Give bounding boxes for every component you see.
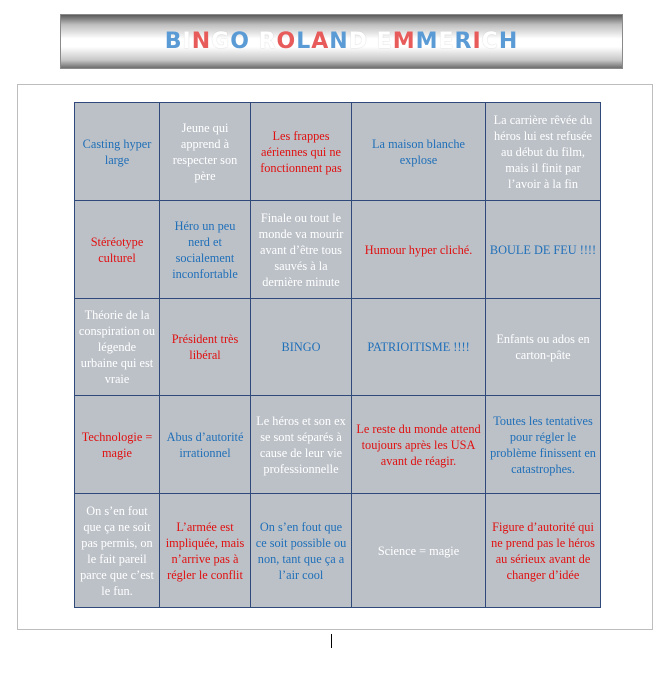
- grid-row: [75, 103, 601, 201]
- bingo-grid: [74, 102, 601, 608]
- bingo-cell: Figure d’autorité qui ne prend pas le héros au sérieux avant de changer d’idée: [486, 494, 601, 608]
- bingo-cell: Finale ou tout le monde va mourir avant d’être tous sauvés à la dernière minute: [251, 201, 352, 299]
- bingo-cell: L’armée est impliquée, mais n’arrive pas à régler le conflit: [160, 494, 251, 608]
- bingo-cell: La maison blanche explose: [352, 103, 486, 201]
- bingo-cell: PATRIOITISME !!!!: [352, 299, 486, 396]
- grid-row: [75, 299, 601, 396]
- bingo-cell: On s’en fout que ça ne soit pas permis, on le fait pareil parce que c’est le fun.: [75, 494, 160, 608]
- bingo-title: BINGO ROLAND EMMERICH: [164, 29, 519, 54]
- bingo-cell: Abus d’autorité irrationnel: [160, 396, 251, 494]
- bingo-cell: Les frappes aériennes qui ne fonctionnent pas: [251, 103, 352, 201]
- bingo-cell: Humour hyper cliché.: [352, 201, 486, 299]
- bingo-cell: BOULE DE FEU !!!!: [486, 201, 601, 299]
- bingo-cell: Théorie de la conspiration ou légende urbaine qui est vraie: [75, 299, 160, 396]
- bingo-cell: Président très libéral: [160, 299, 251, 396]
- bingo-cell: Toutes les tentatives pour régler le problème finissent en catastrophes.: [486, 396, 601, 494]
- bingo-cell: Le reste du monde attend toujours après les USA avant de réagir.: [352, 396, 486, 494]
- bingo-cell: On s’en fout que ce soit possible ou non, tant que ça a l’air cool: [251, 494, 352, 608]
- grid-row: [75, 396, 601, 494]
- title-banner: [60, 14, 623, 69]
- grid-row: [75, 201, 601, 299]
- bingo-cell: Science = magie: [352, 494, 486, 608]
- bingo-cell: Le héros et son ex se sont séparés à cause de leur vie professionnelle: [251, 396, 352, 494]
- bingo-cell: Jeune qui apprend à respecter son père: [160, 103, 251, 201]
- grid-row: [75, 494, 601, 608]
- bingo-cell: Technologie = magie: [75, 396, 160, 494]
- bingo-cell: La carrière rêvée du héros lui est refusée au début du film, mais il finit par l’avoir à la fin: [486, 103, 601, 201]
- bingo-cell: Casting hyper large: [75, 103, 160, 201]
- bingo-cell: Enfants ou ados en carton-pâte: [486, 299, 601, 396]
- bingo-cell: BINGO: [251, 299, 352, 396]
- bingo-cell: Héro un peu nerd et socialement inconfortable: [160, 201, 251, 299]
- text-cursor: [331, 634, 332, 648]
- bingo-cell: Stéréotype culturel: [75, 201, 160, 299]
